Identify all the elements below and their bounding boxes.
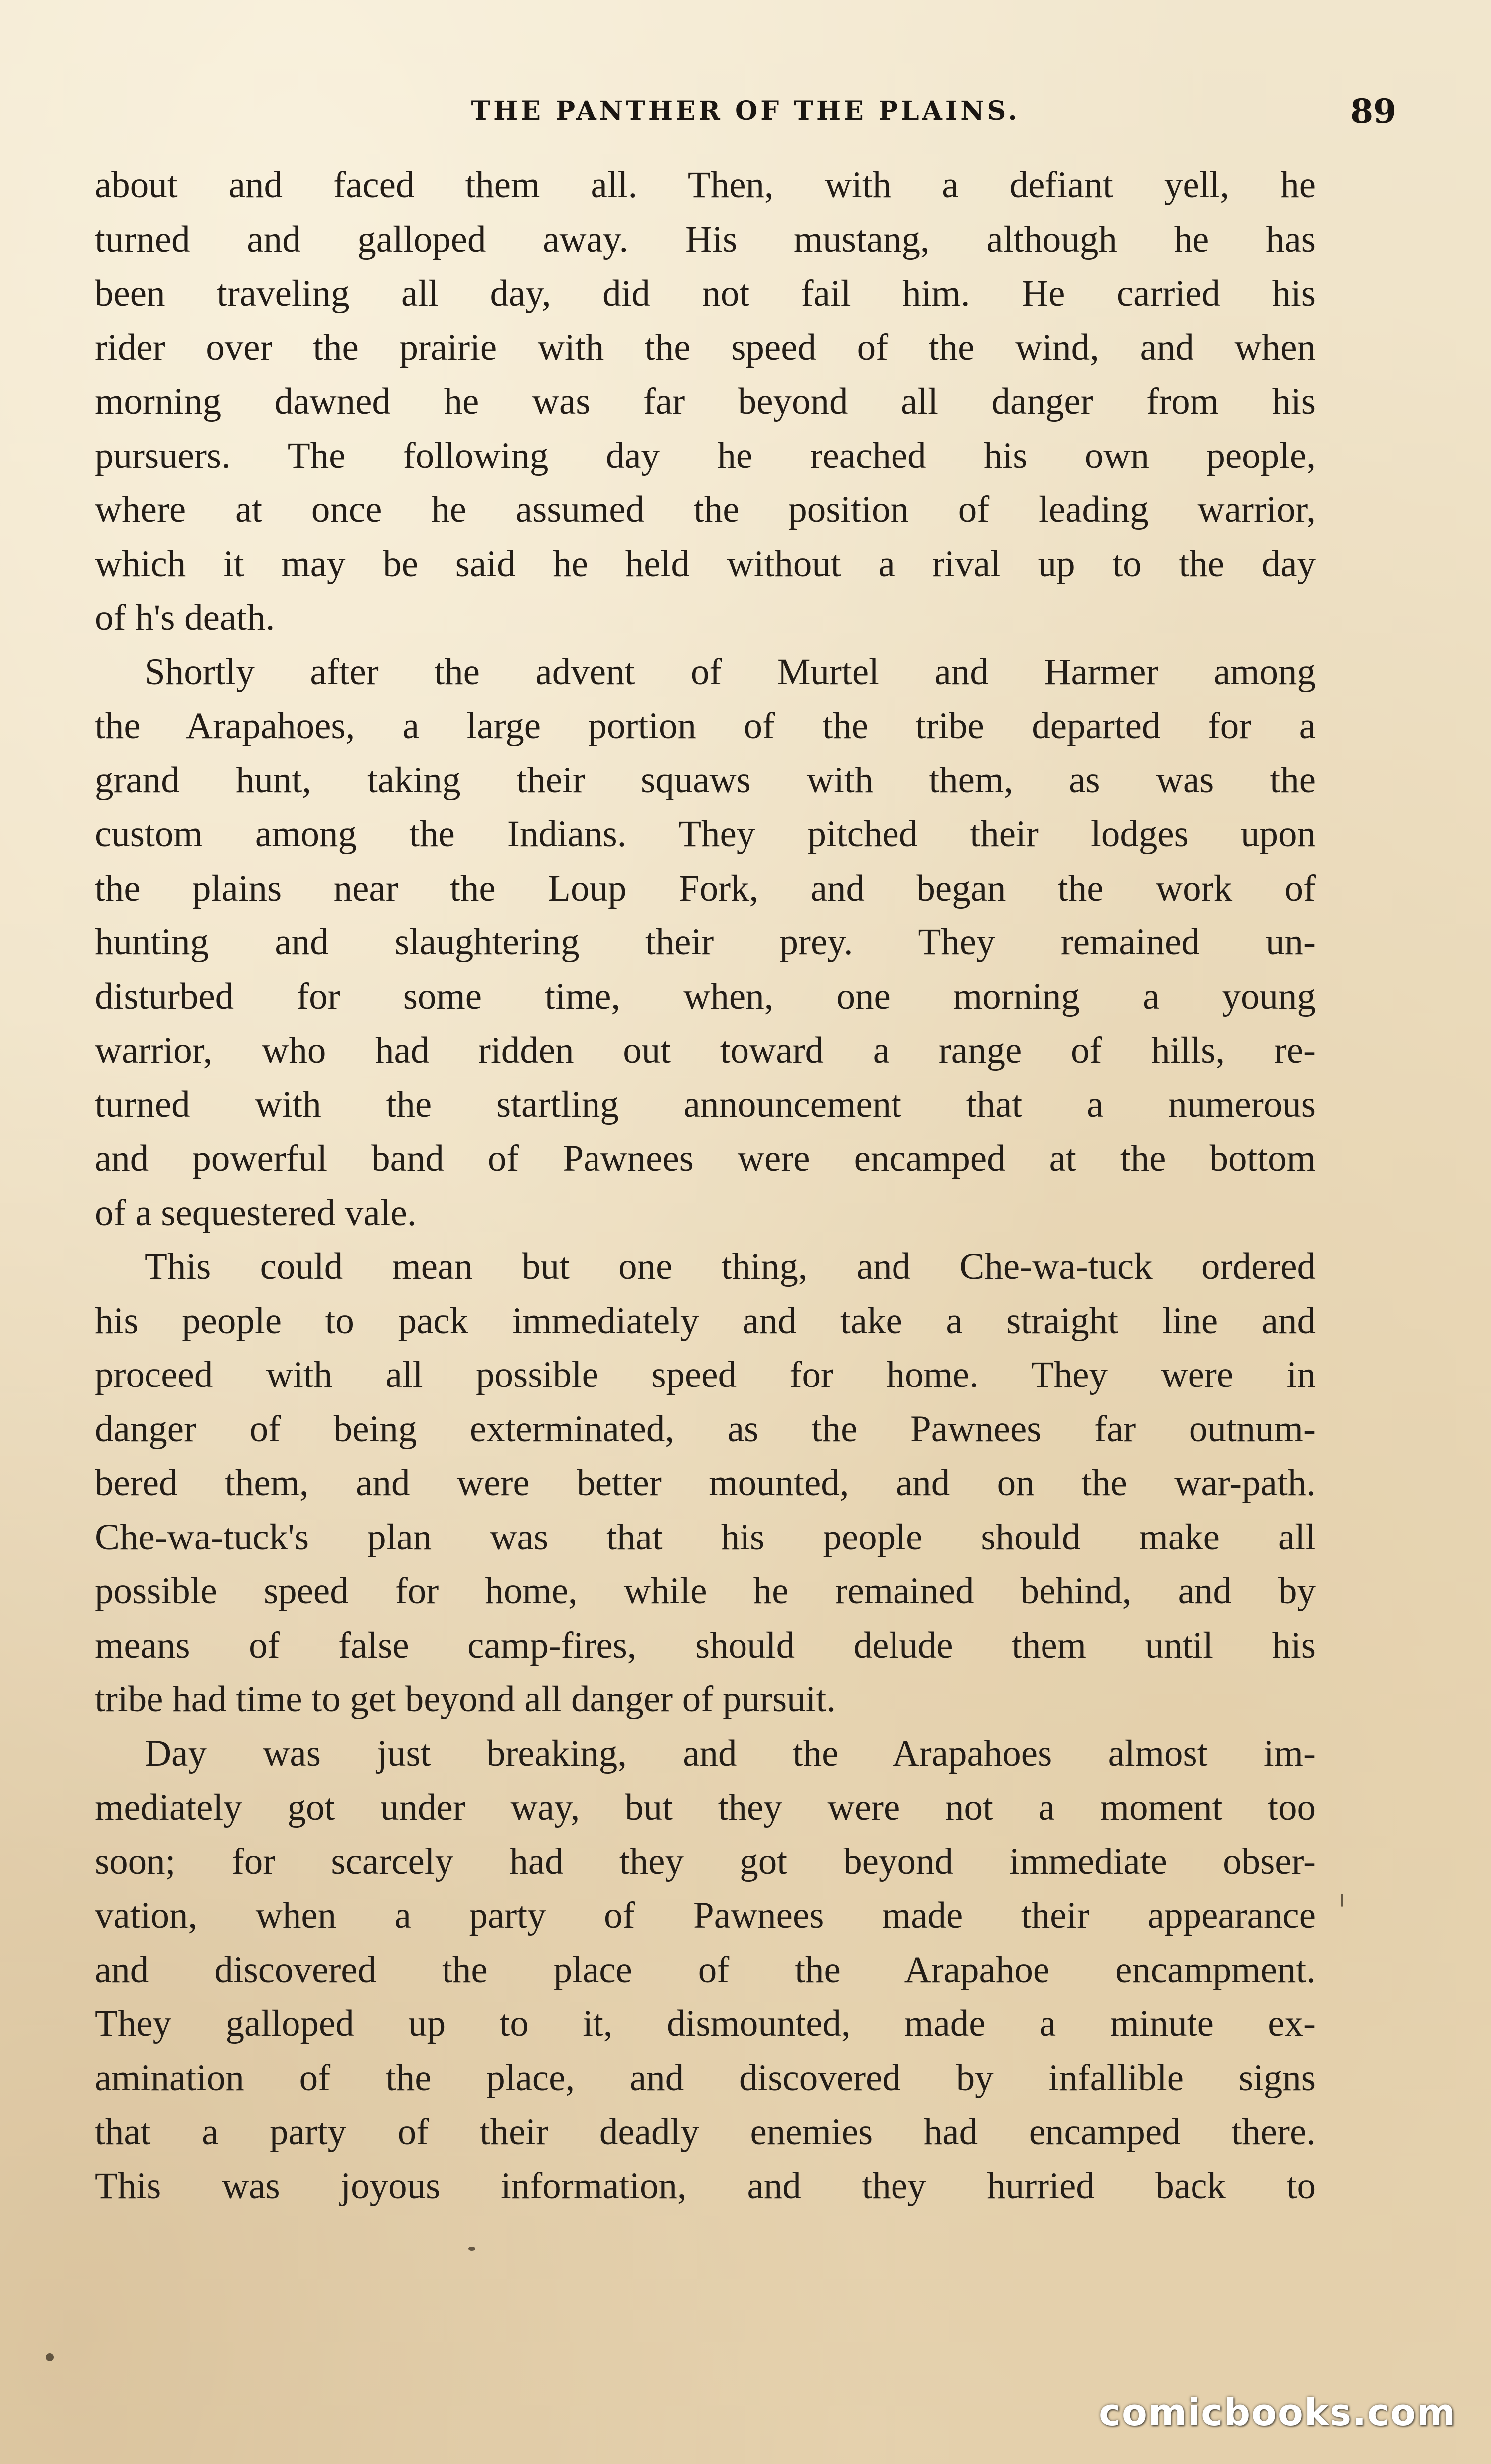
text-line: and discovered the place of the Arapahoe encampment.: [95, 1949, 1316, 1991]
text-line: turned with the startling announcement that a numerous: [95, 1083, 1316, 1125]
ink-speck: [468, 2247, 475, 2251]
text-line: and powerful band of Pawnees were encamped at the bottom: [95, 1138, 1316, 1179]
page-number: 89: [1350, 92, 1396, 131]
text-line: This was joyous information, and they hurried back to: [95, 2165, 1316, 2207]
text-line: of h's death.: [95, 597, 275, 638]
text-line: rider over the prairie with the speed of the wind, and when: [95, 326, 1316, 368]
text-line: grand hunt, taking their squaws with them, as was the: [95, 759, 1316, 801]
text-line: hunting and slaughtering their prey. They remained un-: [95, 922, 1316, 963]
running-head: THE PANTHER OF THE PLAINS.: [471, 96, 1020, 126]
paragraph-start-line: Day was just breaking, and the Arapahoes almost im-: [145, 1732, 1316, 1774]
text-line: custom among the Indians. They pitched their lodges upon: [95, 813, 1316, 855]
text-line: where at once he assumed the position of leading warrior,: [95, 489, 1316, 530]
text-line: mediately got under way, but they were not a moment too: [95, 1787, 1316, 1828]
watermark-text: comicbooks.com: [1099, 2391, 1456, 2434]
text-line: warrior, who had ridden out toward a range of hills, re-: [95, 1030, 1316, 1071]
text-line: amination of the place, and discovered by infallible signs: [95, 2057, 1316, 2099]
text-line: about and faced them all. Then, with a defiant yell, he: [95, 164, 1316, 206]
text-line: which it may be said he held without a rival up to the day: [95, 543, 1316, 585]
text-line: proceed with all possible speed for home. They were in: [95, 1354, 1316, 1395]
text-line: the Arapahoes, a large portion of the tribe departed for a: [95, 705, 1316, 747]
text-line: They galloped up to it, dismounted, made a minute ex-: [95, 2003, 1316, 2044]
paragraph-start-line: Shortly after the advent of Murtel and Harmer among: [145, 651, 1316, 693]
body-text: [95, 158, 1316, 2213]
text-line: the plains near the Loup Fork, and began the work of: [95, 867, 1316, 909]
text-line: Che-wa-tuck's plan was that his people should make all: [95, 1516, 1316, 1558]
text-line: vation, when a party of Pawnees made their appearance: [95, 1895, 1316, 1936]
text-line: possible speed for home, while he remained behind, and by: [95, 1570, 1316, 1612]
text-line: soon; for scarcely had they got beyond immediate obser-: [95, 1841, 1316, 1882]
text-line: morning dawned he was far beyond all danger from his: [95, 381, 1316, 422]
text-line: his people to pack immediately and take a straight line and: [95, 1300, 1316, 1342]
text-line: been traveling all day, did not fail him. He carried his: [95, 273, 1316, 314]
text-line: pursuers. The following day he reached his own people,: [95, 435, 1316, 476]
text-line: that a party of their deadly enemies had encamped there.: [95, 2111, 1316, 2153]
text-line: of a sequestered vale.: [95, 1192, 417, 1233]
text-line: bered them, and were better mounted, and on the war-path.: [95, 1462, 1316, 1504]
text-line: disturbed for some time, when, one morning a young: [95, 975, 1316, 1017]
text-line: danger of being exterminated, as the Pawnees far outnum-: [95, 1408, 1316, 1450]
ink-speck: [46, 2353, 54, 2361]
text-line: tribe had time to get beyond all danger of pursuit.: [95, 1679, 836, 1720]
paragraph-start-line: This could mean but one thing, and Che-wa-tuck ordered: [145, 1246, 1316, 1287]
text-line: turned and galloped away. His mustang, although he has: [95, 218, 1316, 260]
ink-speck: [1341, 1894, 1343, 1907]
text-line: means of false camp-fires, should delude them until his: [95, 1624, 1316, 1666]
page-header: [95, 89, 1396, 134]
